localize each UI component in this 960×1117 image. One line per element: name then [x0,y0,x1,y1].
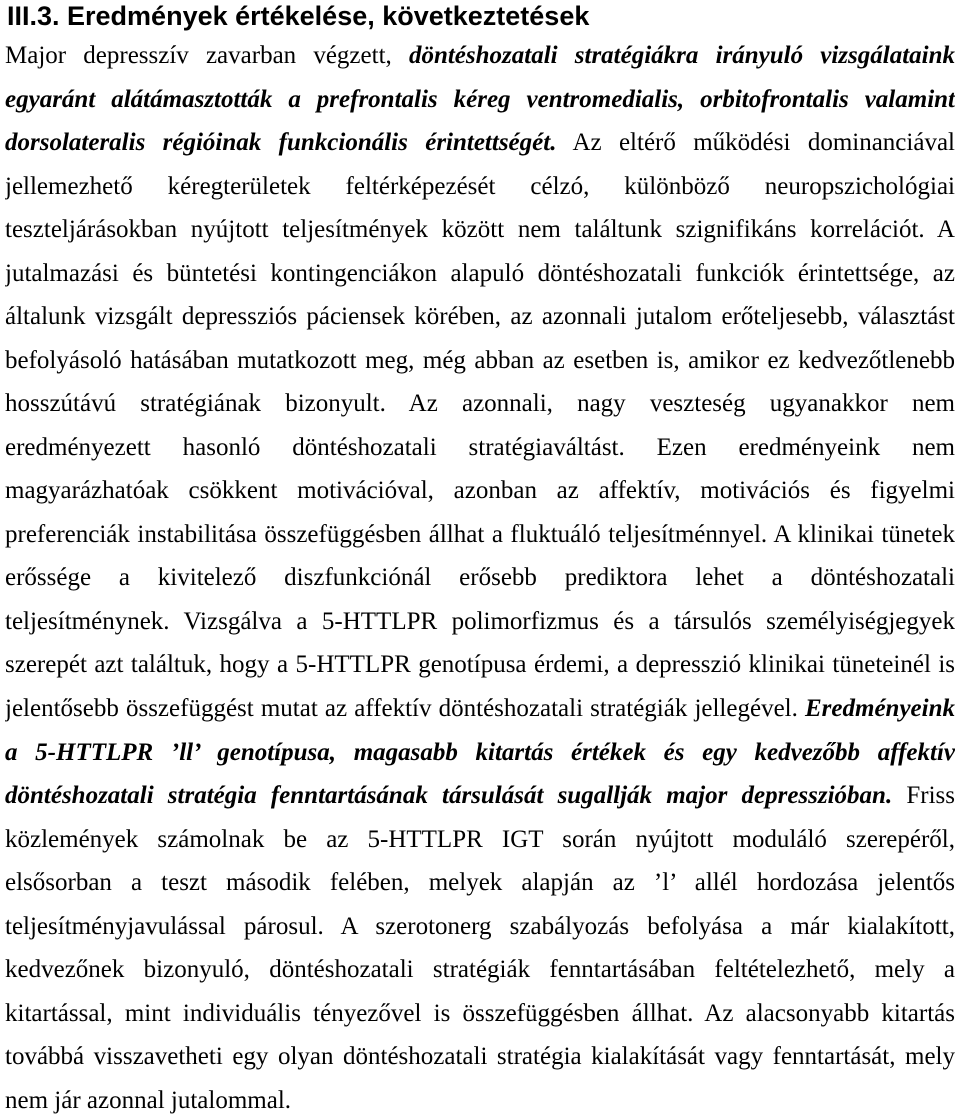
body-text-run: általunk vizsgált depressziós páciensek körében, az azonnali jutalom erőteljesebb, választást [5,303,955,331]
text-line [5,650,955,680]
emphasized-text: Eredményeink [805,694,955,722]
body-text-run: teljesítménynek. Vizsgálva a 5-HTTLPR polimorfizmus és a társulós személyiségjegyek [5,607,955,635]
section-heading: III.3. Eredmények értékelése, következtetések [7,1,590,31]
body-text-run: közlemények számolnak be az 5-HTTLPR IGT során nyújtott moduláló szerepéről, [5,825,955,853]
body-text-run: nem jár azonnal jutalommal. [5,1086,292,1114]
body-text-run: magyarázhatóak csökkent motivációval, azonban az affektív, motivációs és figyelmi [5,477,955,505]
body-text-run: eredményezett hasonló döntéshozatali stratégiaváltást. Ezen eredményeink nem [5,433,955,461]
body-text-run: elsősorban a teszt második felében, melyek alapján az ’l’ allél hordozása jelentős [5,869,955,897]
body-text-run: hosszútávú stratégiának bizonyult. Az azonnali, nagy veszteség ugyanakkor nem [5,390,955,418]
body-text-run: erőssége a kivitelező diszfunkciónál erősebb prediktora lehet a döntéshozatali [5,564,955,592]
text-line [5,781,955,811]
text-line [5,694,955,724]
text-line [5,1086,955,1116]
body-text-run: Major depresszív zavarban végzett, [5,42,409,69]
text-line [5,41,955,71]
text-line [5,346,955,376]
body-text-run: preferenciák instabilitása összefüggésben állhat a fluktuáló teljesítménnyel. A klinikai tünetek [5,520,955,548]
text-line [5,607,955,637]
text-line [5,563,955,593]
body-text-run: befolyásoló hatásában mutatkozott meg, még abban az esetben is, amikor ez kedvezőtlenebb [5,346,955,374]
body-text-run: kitartással, mint individuális tényezővel is összefüggésben állhat. Az alacsonyabb kitartás [5,999,955,1027]
body-text-run: kedvezőnek bizonyuló, döntéshozatali stratégiák fenntartásában feltételezhető, mely a [5,956,955,984]
body-paragraph [5,41,955,1116]
text-line [5,520,955,550]
body-text-run: teljesítményjavulással párosul. A szerotonerg szabályozás befolyása a már kialakított, [5,912,955,940]
text-line [5,1042,955,1072]
text-line [5,85,955,115]
text-line [5,955,955,985]
body-text-run: Friss [892,782,955,810]
emphasized-text: a 5-HTTLPR ’ll’ genotípusa, magasabb kitartás értékek és egy kedvezőbb affektív [5,738,955,766]
text-line [5,868,955,898]
text-line [5,259,955,289]
emphasized-text: döntéshozatali stratégia fenntartásának társulását sugallják major depresszióban. [5,782,893,810]
body-text-run: teszteljárásokban nyújtott teljesítmények között nem találtunk szignifikáns korrelációt. A [5,216,955,244]
body-text-run: szerepét azt találtuk, hogy a 5-HTTLPR genotípusa érdemi, a depresszió klinikai tüneteinél is [5,651,955,679]
body-text-run: jelentősebb összefüggést mutat az affektív döntéshozatali stratégiák jellegével. [5,694,805,722]
text-line [5,128,955,158]
text-line [5,912,955,942]
text-line [5,738,955,768]
body-text-run: jellemezhető kéregterületek feltérképezését célzó, különböző neuropszichológiai [5,172,955,200]
emphasized-text: egyaránt alátámasztották a prefrontalis kéreg ventromedialis, orbitofrontalis valamint [5,85,955,113]
text-line [5,476,955,506]
text-line [5,825,955,855]
text-line [5,215,955,245]
text-line [5,389,955,419]
text-line [5,302,955,332]
body-text-run: jutalmazási és büntetési kontingenciákon alapuló döntéshozatali funkciók érintettsége, az [5,259,955,287]
text-line [5,433,955,463]
emphasized-text: dorsolateralis régióinak funkcionális érintettségét. [5,129,557,157]
text-line [5,999,955,1029]
text-line [5,172,955,202]
body-text-run: továbbá visszavetheti egy olyan döntéshozatali stratégia kialakítását vagy fenntartását, mely [5,1043,955,1071]
emphasized-text: döntéshozatali stratégiákra irányuló vizsgálataink [408,42,955,69]
body-text-run: Az eltérő működési dominanciával [556,129,955,157]
